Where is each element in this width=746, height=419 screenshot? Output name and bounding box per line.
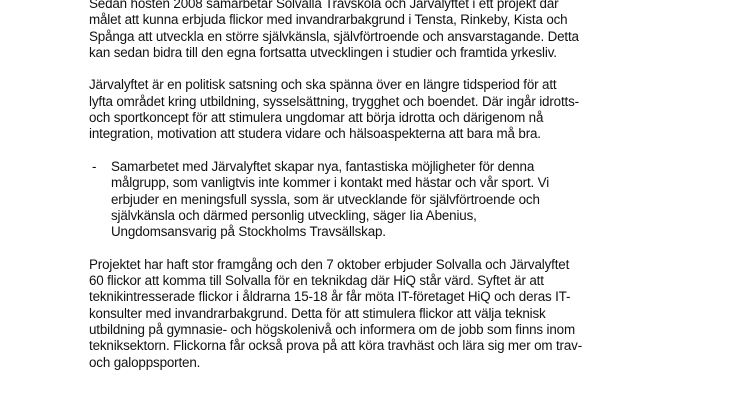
text-line: Spånga att utveckla en större självkänsla, självförtroende och ansvarstagande. Detta bbox=[89, 28, 579, 44]
text-line: erbjuder en meningsfull syssla, som är utvecklande för självförtroende och bbox=[111, 191, 540, 207]
bullet-quote bbox=[89, 159, 729, 240]
document-body bbox=[89, 0, 729, 387]
text-line: integration, motivation att studera vidare och hälsoaspekterna att bara må bra. bbox=[89, 126, 541, 142]
text-line: Ungdomsansvarig på Stockholms Travsällskap. bbox=[111, 224, 386, 240]
text-line: utbildning på gymnasie- och högskolenivå och informera om de jobb som finns inom bbox=[89, 321, 575, 337]
text-line: teknikintresserade flickor i åldrarna 15-18 år får möta IT-företaget HiQ och deras IT- bbox=[89, 289, 571, 305]
text-line: tekniksektorn. Flickorna får också prova på att köra travhäst och lära sig mer om trav- bbox=[89, 338, 583, 354]
text-line: Projektet har haft stor framgång och den 7 oktober erbjuder Solvalla och Järvalyftet bbox=[89, 256, 570, 272]
text-line: 60 flickor att komma till Solvalla för en teknikdag där HiQ står värd. Syftet är att bbox=[89, 273, 544, 289]
text-line: lyfta området kring utbildning, sysselsättning, trygghet och boendet. Där ingår idrotts- bbox=[89, 93, 579, 109]
text-line: och galoppsporten. bbox=[89, 354, 201, 370]
text-line: självkänsla och därmed personlig utveckling, säger Iia Abenius, bbox=[111, 207, 477, 223]
text-line: konsulter med invandrarbakgrund. Detta för att stimulera flickor att välja teknisk bbox=[89, 305, 546, 321]
bullet-dash-marker: - bbox=[92, 158, 97, 174]
paragraph-project-intro bbox=[89, 0, 729, 61]
paragraph-jarvalyftet bbox=[89, 77, 729, 142]
text-line: målet att kunna erbjuda flickor med invandrarbakgrund i Tensta, Rinkeby, Kista och bbox=[89, 12, 568, 28]
text-line: och sportkoncept för att stimulera ungdomar att börja idrotta och därigenom nå bbox=[89, 110, 544, 126]
text-line: målgrupp, som vanligtvis inte kommer i kontakt med hästar och vår sport. Vi bbox=[111, 175, 550, 191]
text-line: Sedan hösten 2008 samarbetar Solvalla Travskola och Järvalyftet i ett projekt där bbox=[89, 0, 559, 11]
paragraph-teknikdag bbox=[89, 257, 729, 371]
text-line: Samarbetet med Järvalyftet skapar nya, fantastiska möjligheter för denna bbox=[111, 158, 535, 174]
text-line: Järvalyftet är en politisk satsning och ska spänna över en längre tidsperiod för att bbox=[89, 77, 557, 93]
text-line: kan sedan bidra till den egna fortsatta utvecklingen i studier och framtida yrkesliv. bbox=[89, 44, 557, 60]
